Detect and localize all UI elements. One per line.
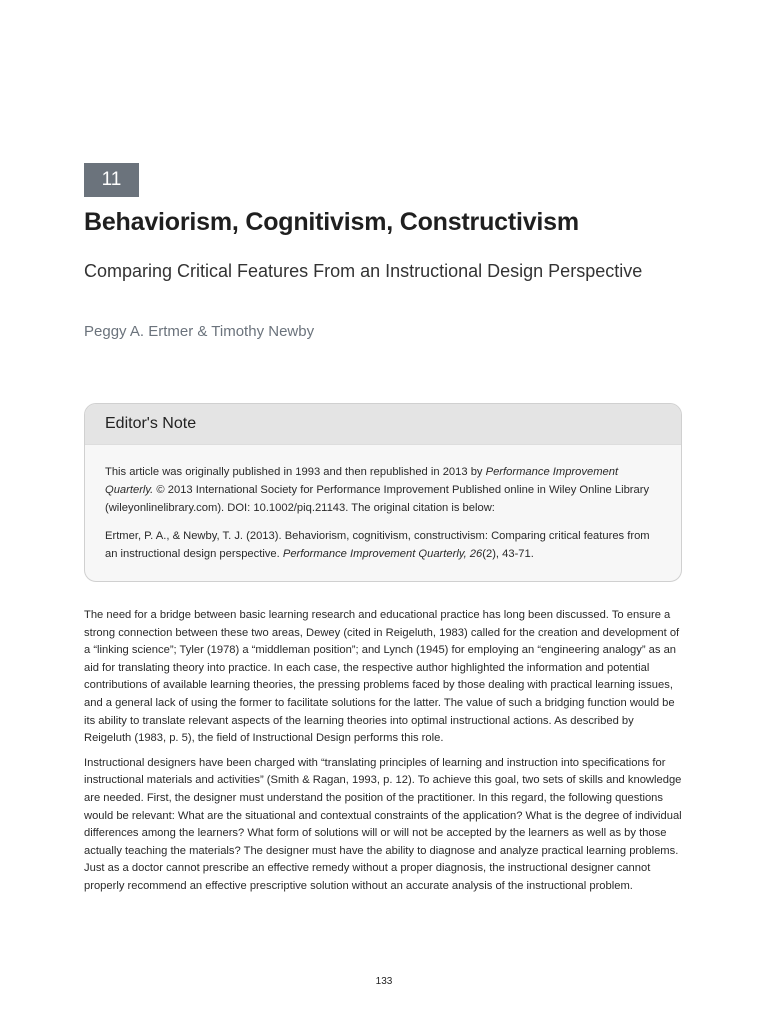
- journal-name: Performance Improvement Quarterly.: [105, 466, 619, 496]
- citation-text: Ertmer, P. A., & Newby, T. J. (2013). Behaviorism, cognitivism, constructivism: Comparing critical features from an instructional design perspective.: [105, 530, 650, 560]
- page-number: 133: [375, 976, 393, 987]
- body-paragraph: The need for a bridge between basic learning research and educational practice has long been discussed. To ensure a strong connection between these two areas, Dewey (cited in Reigeluth, 1983) called for the creation and development of a “linking science”; Tyler (1978) a “middleman position”; and Lynch (1945) for employing an “engineering analogy” as an aid for translating theory into practice. In each case, the respective author highlighted the information and potential contributions of available learning theories, the pressing problems faced by those dealing with practical learning issues, and a general lack of using the former to facilitate solutions for the latter. The value of such a bridging function would be its ability to translate relevant aspects of the learning theories into optimal instructional actions. As described by Reigeluth (1983, p. 5), the field of Instructional Design performs this role.: [84, 609, 680, 745]
- editors-note-citation: [105, 527, 661, 563]
- chapter-authors: Peggy A. Ertmer & Timothy Newby: [84, 323, 315, 340]
- editors-note-paragraph: [105, 463, 661, 517]
- note-text: © 2013 International Society for Performance Improvement Published online in Wiley Online Library (wileyonlinelibrary.com). DOI: 10.1002/piq.21143. The original citation is below:: [105, 484, 650, 514]
- editors-note-body: [85, 445, 681, 563]
- body-text: [84, 607, 684, 903]
- citation-journal: Performance Improvement Quarterly, 26: [282, 548, 483, 560]
- body-paragraph: Instructional designers have been charged with “translating principles of learning and instruction into specifications for instructional materials and activities” (Smith & Ragan, 1993, p. 12). To achieve this goal, two sets of skills and knowledge are needed. First, the designer must understand the position of the practitioner. In this regard, the following questions would be relevant: What are the situational and contextual constraints of the application? What is the degree of individual differences among the learners? What form of solutions will or will not be accepted by the learners as well as by those actually teaching the materials? The designer must have the ability to diagnose and analyze practical learning problems. Just as a doctor cannot prescribe an effective remedy without a proper diagnosis, the instructional designer cannot properly recommend an effective prescriptive solution without an accurate analysis of the instructional problem.: [84, 756, 682, 892]
- chapter-subtitle: Comparing Critical Features From an Instructional Design Perspective: [84, 261, 643, 281]
- chapter-title: Behaviorism, Cognitivism, Constructivism: [84, 208, 579, 236]
- editors-note-heading: Editor's Note: [85, 404, 681, 445]
- citation-text: (2), 43-71.: [482, 548, 534, 560]
- note-text: This article was originally published in 1993 and then republished in 2013 by: [105, 466, 486, 478]
- editors-note-box: [84, 403, 682, 582]
- chapter-number-badge: 11: [84, 163, 139, 197]
